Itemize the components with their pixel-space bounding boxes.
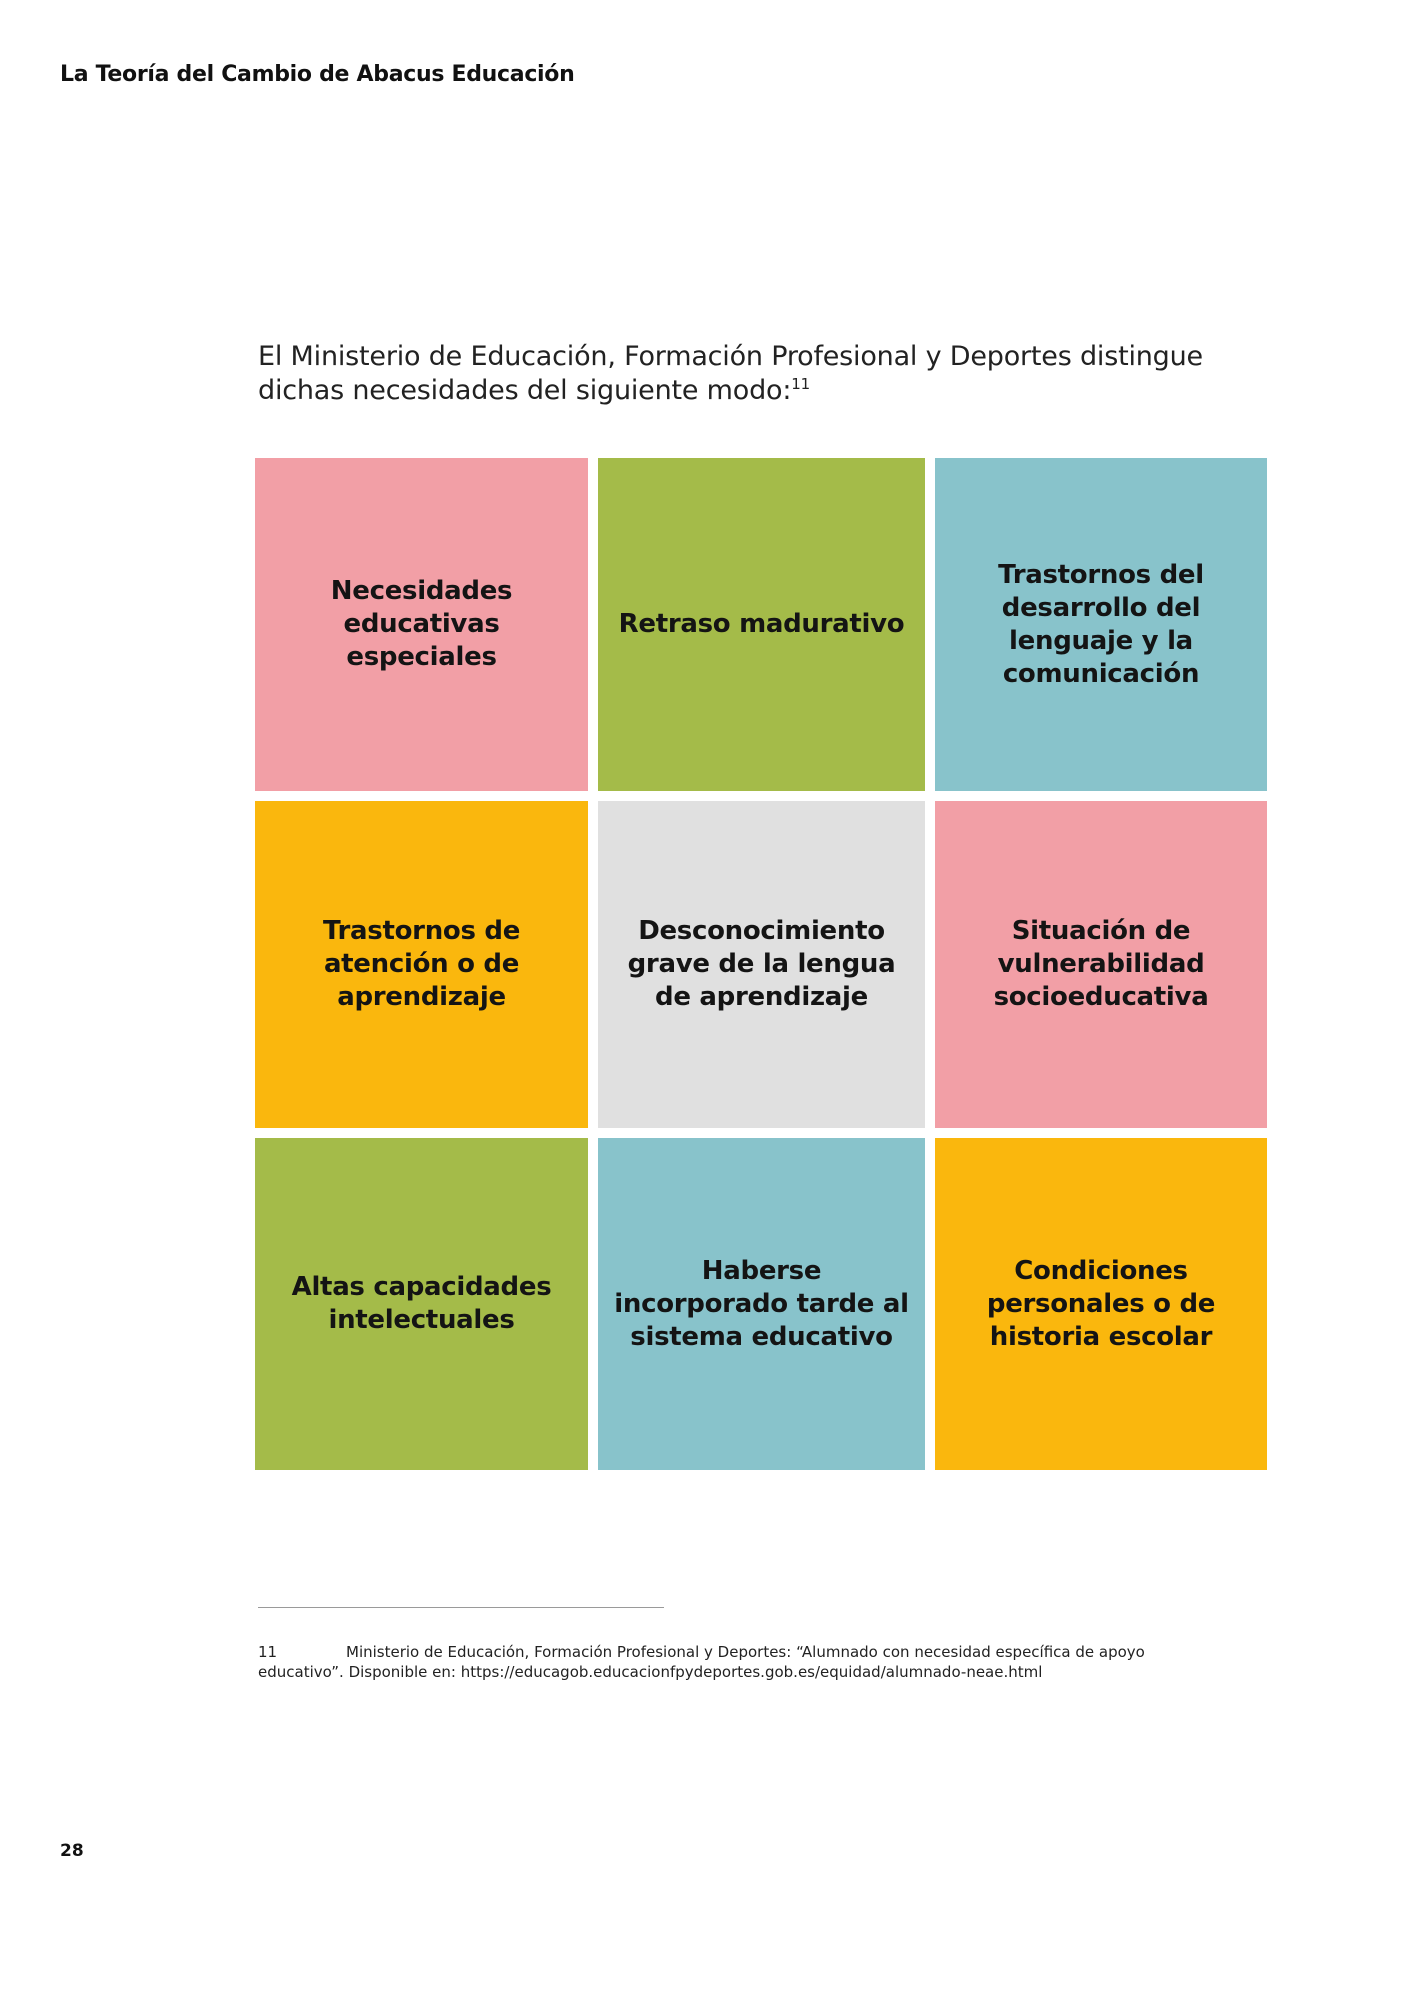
grid-cell-label: Necesidades educativas especiales xyxy=(330,576,513,672)
grid-cell xyxy=(255,458,588,791)
grid-cell-label: Situación de vulnerabilidad socioeducativa xyxy=(993,916,1209,1012)
grid-cell xyxy=(598,458,925,791)
grid-cell-label: Altas capacidades intelectuales xyxy=(291,1272,552,1335)
footnote-number: 11 xyxy=(258,1643,278,1661)
grid-cell xyxy=(598,1138,925,1470)
grid-cell-label: Trastornos del desarrollo del lenguaje y la comunicación xyxy=(998,559,1204,689)
footnote-text: Ministerio de Educación, Formación Profesional y Deportes: “Alumnado con necesidad específica de apoyo educativo”. Disponible en: https://educagob.educacionfpydeportes.gob.es/equidad/alumnado-neae.html xyxy=(258,1643,1145,1681)
grid-cell xyxy=(935,1138,1267,1470)
grid-cell-label: Retraso madurativo xyxy=(618,609,905,639)
page-number: 28 xyxy=(60,1841,84,1861)
intro-text: El Ministerio de Educación, Formación Profesional y Deportes distingue dichas necesidades del siguiente modo: xyxy=(258,341,1203,406)
grid-cell-label: Haberse incorporado tarde al sistema educativo xyxy=(614,1255,909,1352)
needs-grid xyxy=(255,458,1267,1470)
grid-cell xyxy=(935,458,1267,791)
grid-cell-label: Desconocimiento grave de la lengua de aprendizaje xyxy=(627,916,896,1012)
intro-paragraph xyxy=(258,340,1268,408)
footnote xyxy=(258,1642,1158,1682)
grid-cell xyxy=(598,801,925,1128)
footnote-reference[interactable]: 11 xyxy=(791,375,810,393)
grid-cell-label: Condiciones personales o de historia escolar xyxy=(986,1255,1216,1352)
grid-cell xyxy=(255,801,588,1128)
grid-cell xyxy=(255,1138,588,1470)
grid-cell xyxy=(935,801,1267,1128)
running-header: La Teoría del Cambio de Abacus Educación xyxy=(60,62,575,87)
footnote-divider xyxy=(258,1607,664,1608)
grid-cell-label: Trastornos de atención o de aprendizaje xyxy=(322,916,521,1012)
